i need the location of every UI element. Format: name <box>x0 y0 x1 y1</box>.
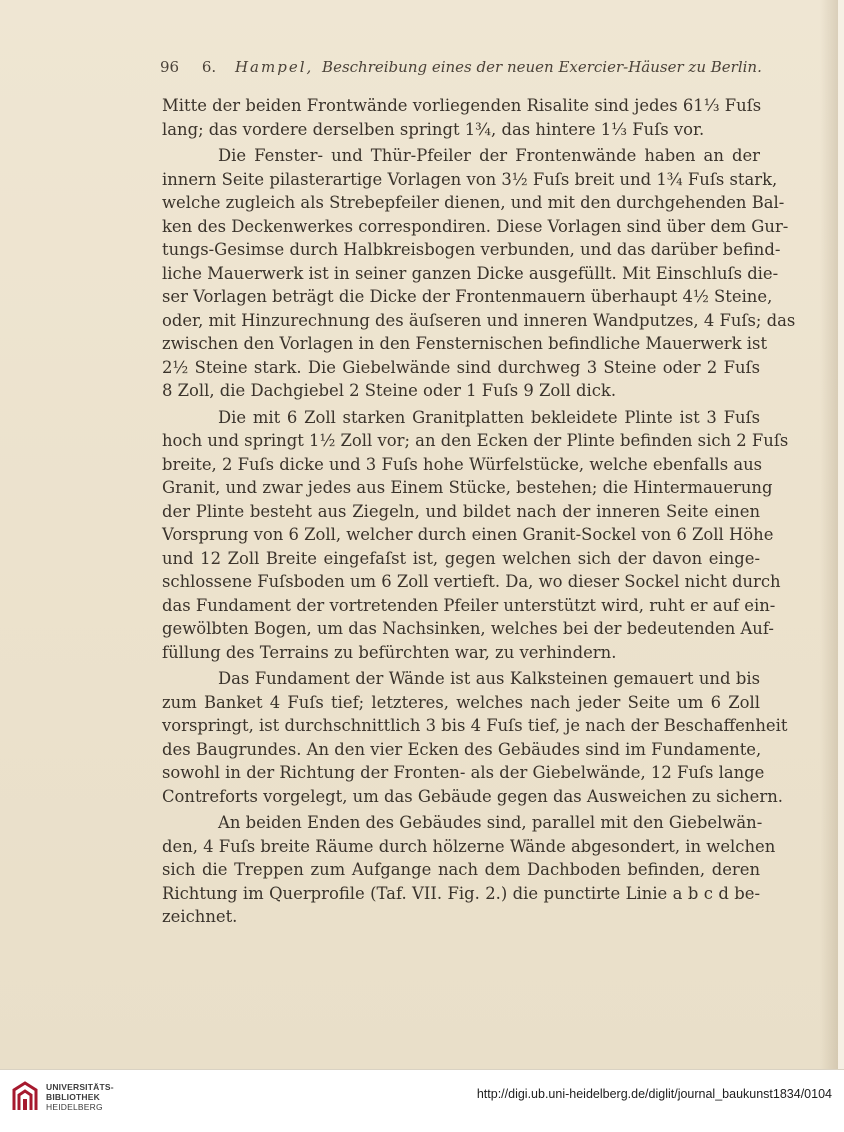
text-line: schlossene Fuſsboden um 6 Zoll vertieft. Da, wo dieser Sockel nicht durch <box>162 572 781 591</box>
text-line: Vorsprung von 6 Zoll, welcher durch einen Granit-Sockel von 6 Zoll Höhe <box>162 525 774 544</box>
text-line: lang; das vordere derselben springt 1¾, das hintere 1⅓ Fuſs vor. <box>162 119 705 139</box>
page-number: 96 <box>160 58 180 76</box>
library-logo-text <box>46 1082 114 1112</box>
text-line: zwischen den Vorlagen in den Fensternischen befindliche Mauerwerk ist <box>162 334 768 353</box>
text-line: hoch und springt 1½ Zoll vor; an den Ecken der Plinte befinden sich 2 Fuſs <box>162 431 789 450</box>
text-line: den, 4 Fuſs breite Räume durch hölzerne Wände abgesondert, in welchen <box>162 836 776 856</box>
text-line: breite, 2 Fuſs dicke und 3 Fuſs hohe Würfelstücke, welche ebenfalls aus <box>162 454 763 474</box>
text-line: tungs-Gesimse durch Halbkreisbogen verbunden, und das darüber befind- <box>162 240 781 259</box>
text-line: sowohl in der Richtung der Fronten- als der Giebelwände, 12 Fuſs lange <box>162 763 765 782</box>
text-line: ser Vorlagen beträgt die Dicke der Frontenmauern überhaupt 4½ Steine, <box>162 287 773 306</box>
text-line: Contreforts vorgelegt, um das Gebäude gegen das Ausweichen zu sichern. <box>162 786 783 806</box>
text-line: welche zugleich als Strebepfeiler dienen, und mit den durchgehenden Bal- <box>162 193 785 212</box>
text-line: das Fundament der vortretenden Pfeiler unterstützt wird, ruht er auf ein- <box>162 595 776 615</box>
text-line: und 12 Zoll Breite eingefaſst ist, gegen welchen sich der davon einge- <box>162 548 760 568</box>
text-line: zeichnet. <box>162 907 238 926</box>
library-logo[interactable] <box>10 1080 114 1114</box>
text-line: gewölbten Bogen, um das Nachsinken, welches bei der bedeutenden Auf- <box>162 619 774 638</box>
running-head <box>160 58 762 76</box>
text-line: sich die Treppen zum Aufgange nach dem Dachboden befinden, deren <box>162 860 760 879</box>
article-title: Beschreibung eines der neuen Exercier-Häuser zu Berlin. <box>322 58 762 76</box>
text-line: ken des Deckenwerkes correspondiren. Diese Vorlagen sind über dem Gur- <box>162 216 789 236</box>
text-line: oder, mit Hinzurechnung des äuſseren und inneren Wandputzes, 4 Fuſs; das <box>162 310 796 330</box>
article-author: Hampel, <box>234 58 314 76</box>
text-line: zum Banket 4 Fuſs tief; letzteres, welches nach jeder Seite um 6 Zoll <box>162 692 760 712</box>
text-line: des Baugrundes. An den vier Ecken des Gebäudes sind im Fundamente, <box>162 739 762 759</box>
text-line: vorspringt, ist durchschnittlich 3 bis 4 Fuſs tief, je nach der Beschaffenheit <box>162 716 788 735</box>
text-line: liche Mauerwerk ist in seiner ganzen Dicke ausgefüllt. Mit Einschluſs die- <box>162 263 779 283</box>
text-line: Die Fenster- und Thür-Pfeiler der Frontenwände haben an der <box>218 146 760 165</box>
text-line: 8 Zoll, die Dachgiebel 2 Steine oder 1 Fuſs 9 Zoll dick. <box>162 381 617 400</box>
logo-line-3: HEIDELBERG <box>46 1102 103 1112</box>
logo-line-2: BIBLIOTHEK <box>46 1092 100 1102</box>
footer-bar <box>0 1069 844 1132</box>
logo-line-1: UNIVERSITÄTS- <box>46 1082 114 1092</box>
text-line: Das Fundament der Wände ist aus Kalksteinen gemauert und bis <box>218 669 760 688</box>
text-line: Richtung im Querprofile (Taf. VII. Fig. 2.) die punctirte Linie a b c d be- <box>162 883 760 903</box>
text-line: An beiden Enden des Gebäudes sind, parallel mit den Giebelwän- <box>218 813 763 832</box>
article-number: 6. <box>201 58 217 76</box>
university-library-logo-icon <box>10 1080 40 1114</box>
text-line: Mitte der beiden Frontwände vorliegenden Risalite sind jedes 61⅓ Fuſs <box>162 96 762 115</box>
source-url-link[interactable]: http://digi.ub.uni-heidelberg.de/diglit/journal_baukunst1834/0104 <box>476 1087 832 1101</box>
text-line: innern Seite pilasterartige Vorlagen von 3½ Fuſs breit und 1¾ Fuſs stark, <box>162 169 778 189</box>
text-line: der Plinte besteht aus Ziegeln, und bildet nach der inneren Seite einen <box>162 501 760 521</box>
body-text <box>162 94 796 929</box>
text-line: füllung des Terrains zu befürchten war, zu verhindern. <box>162 642 617 662</box>
text-line: Die mit 6 Zoll starken Granitplatten bekleidete Plinte ist 3 Fuſs <box>218 407 760 427</box>
text-line: Granit, und zwar jedes aus Einem Stücke, bestehen; die Hintermauerung <box>162 478 773 497</box>
text-line: 2½ Steine stark. Die Giebelwände sind durchweg 3 Steine oder 2 Fuſs <box>162 357 760 377</box>
